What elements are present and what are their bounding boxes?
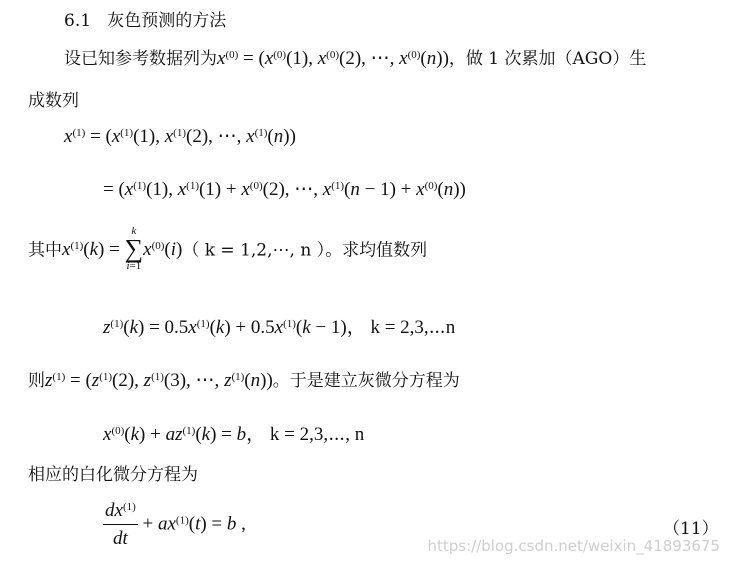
reference-sequence-formula: $x^{(0)} = (x^{(0)}(1)$, $x^{(0)}(2)$, ⋯, $x^{(0)}(n)$): [217, 48, 449, 69]
mean-sequence-range: ， k = 2,3,⋯n: [346, 317, 456, 338]
intro-line: [64, 44, 646, 70]
whitening-equation: $\frac{dx^{(1)}}{dt}$ + $ax^{(1)}(t) = b$ ,: [105, 500, 246, 549]
equation-number: （11）: [663, 519, 719, 539]
intro-continuation: 成数列: [28, 91, 79, 111]
watermark: https://blog.csdn.net/weixin_41893675: [427, 537, 720, 555]
summation-prefix: 其中: [28, 240, 62, 261]
summation-range: （ k = 1,2,⋯, n ）: [182, 240, 326, 261]
ago-formula-line1: $x^{(1)} = (x^{(1)}(1)$, $x^{(1)}(2)$, ⋯, $x^{(1)}(n)$): [64, 126, 296, 147]
whitening-intro: 相应的白化微分方程为: [28, 465, 198, 485]
mean-sequence-line: [103, 312, 455, 339]
grey-equation-formula: $x^{(0)}(k) + az^{(1)}(k) = b$: [103, 424, 247, 445]
z-vector-prefix: 则: [28, 371, 45, 391]
section-number: 6.1: [64, 11, 92, 31]
ago-formula-line2: = ($x^{(1)}(1)$, $x^{(1)}(1) + x^{(0)}(2)$, ⋯, $x^{(1)}(n - 1) + x^{(0)}(n)$): [103, 179, 466, 200]
mean-sequence-formula: $z^{(1)}(k) = 0.5x^{(1)}(k) + 0.5x^{(1)}(k - 1)$: [103, 317, 347, 338]
summation-after: 。求均值数列: [325, 240, 428, 261]
derivative-fraction: $\frac{dx^{(1)}}{dt}$: [105, 500, 136, 549]
z-vector-after: 。于是建立灰微分方程为: [272, 371, 460, 391]
section-title: 灰色预测的方法: [107, 11, 227, 31]
z-vector-formula: $z^{(1)} = (z^{(1)}(2)$, $z^{(1)}(3)$, ⋯, $z^{(1)}(n)$): [45, 370, 273, 391]
section-heading: [64, 6, 226, 31]
summation-line: [28, 225, 428, 274]
z-vector-line: [28, 366, 460, 392]
grey-equation-range: ， k = 2,3,⋯, n: [246, 424, 365, 445]
intro-text-after: ，做 1 次累加（AGO）生: [448, 49, 647, 69]
intro-text-before: 设已知参考数据列为: [64, 49, 217, 69]
summation-formula: $x^{(1)}(k)$ = k ∑ i=1 $x^{(0)}(i)$: [62, 225, 183, 272]
grey-equation-line: [103, 419, 364, 446]
sigma-symbol: k ∑ i=1: [124, 225, 144, 272]
